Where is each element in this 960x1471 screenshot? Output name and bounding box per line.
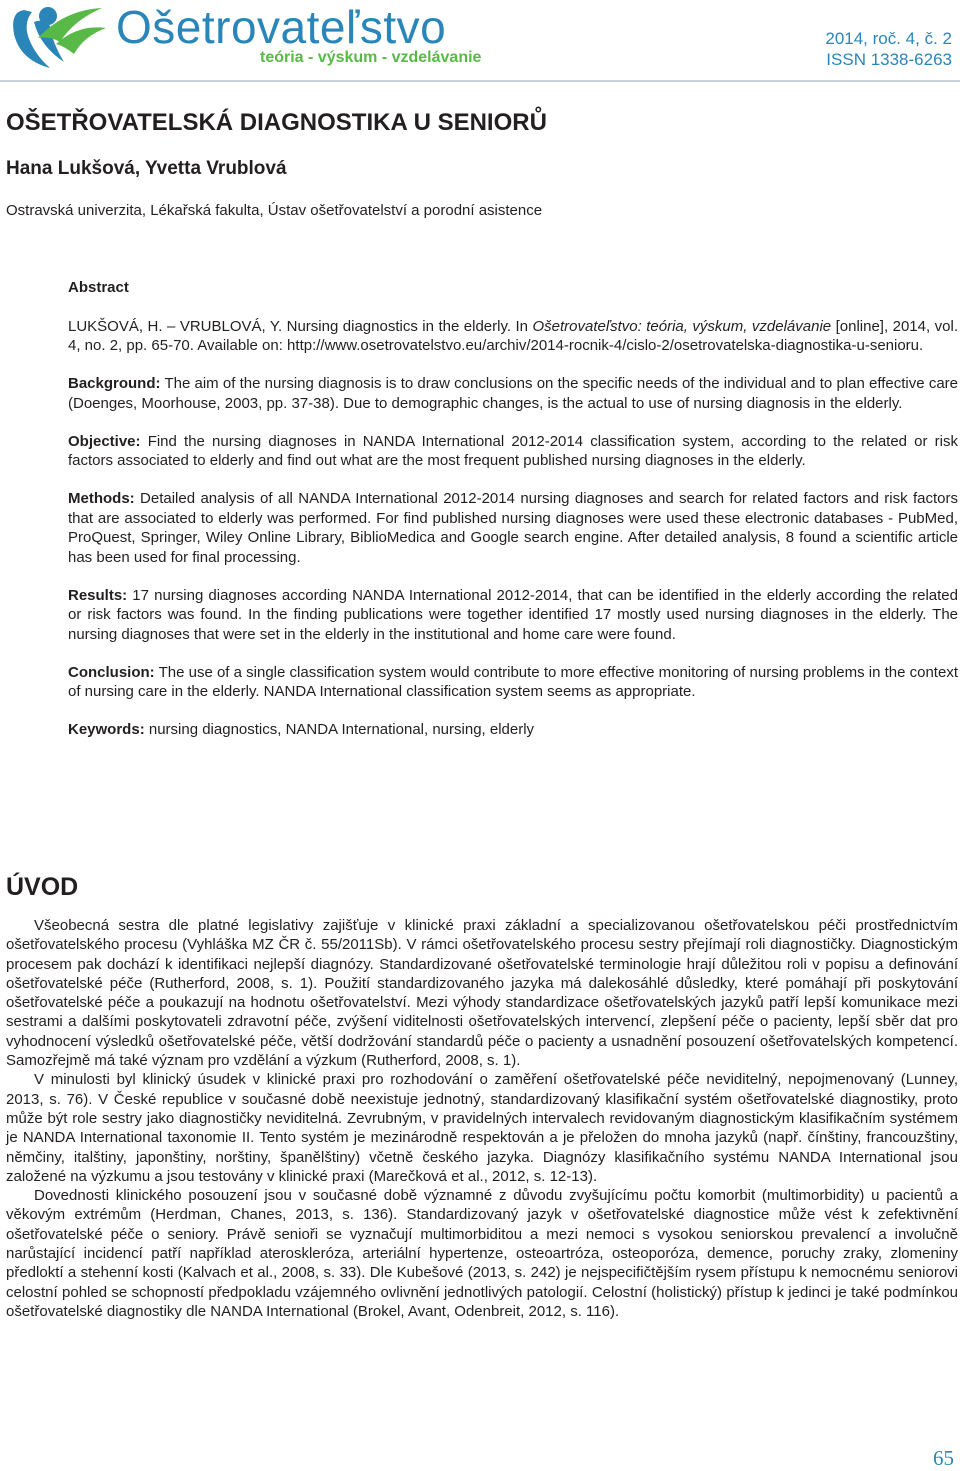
body-paragraph: Všeobecná sestra dle platné legislativy zajišťuje v klinické praxi základní a specializovanou ošetřovatelskou péči prostřednictvím ošetřovatelského procesu (Vyhláška MZ ČR č. 55/2011Sb). V rámci ošetřovatelského procesu sestry přejímají roli diagnostičky. Diagnostickým procesem pak dochází k identifikaci nejlepší diagnózy. Standardizované ošetřovatelské terminologie hrají důležitou roli v popisu a definování ošetřovatelské péče (Rutherford, 2008, s. 1). Použití standardizovaného jazyka má dalekosáhlé důsledky, které pomáhají při poskytování ošetřovatelské péče a poukazují na hodnotu ošetřovatelství. Mezi výhody standardizace ošetřovatelských jazyků patří lepší komunikace mezi sestrami a dalšími poskytovateli zdravotní péče, zvýšení viditelnosti ošetřovatelských intervencí, zlepšení péče o pacienty, lepší sběr dat pro vyhodnocení výsledků ošetřovatelské péče, větší dodržování standardů péče o pacienty a usnadnění posouzení ošetřovatelských kompetencí. Samozřejmě má také význam pro vzdělání a výzkum (Rutherford, 2008, s. 1). — [6, 917, 958, 1070]
issue-number: 2014, roč. 4, č. 2 — [825, 29, 952, 48]
conclusion-label: Conclusion: — [68, 663, 155, 681]
abstract-keywords — [68, 720, 958, 740]
results-text: 17 nursing diagnoses according NANDA International 2012-2014, that can be identified in the elderly according the related or risk factors was found. In the finding publications were together identified 17 mostly used nursing diagnoses in the elderly. The nursing diagnoses that were set in the elderly in the institutional and home care were found. — [68, 586, 958, 643]
citation-text: LUKŠOVÁ, H. – VRUBLOVÁ, Y. Nursing diagnostics in the elderly. In — [68, 317, 533, 335]
citation-details: [online], 2014, vol. 4, no. 2, pp. 65-70. Available on: http://www.osetrovatelstvo.eu/archiv/2014-rocnik-4/cislo-2/osetrovatelska-diagnostika-u-senioru. — [68, 317, 958, 354]
body-paragraph: Dovednosti klinického posouzení jsou v současné době významné z důvodu zvyšujícímu počtu komorbit (multimorbidity) u pacientů a věkovým extrémům (Herdman, Chanes, 2013, s. 136). Standardizovaný jazyk v ošetřovatelské diagnostice může vést k zefektivnění ošetřovatelské péče o seniory. Právě senioři se vyznačují multimorbiditou a mezi nemoci s vysokou seniorskou prevalencí a involučně narůstající incidencí patří například ateroskleróza, arteriální hypertenze, osteoartróza, osteoporóza, demence, poruchy zraky, zlomeniny předloktí a stehenní kosti (Kalvach et al., 2008, s. 33). Dle Kubešové (2013, s. 242) je nejspecifičtějším rysem přístupu k nemocnému seniorovi celostní pohled se schopností předpokladu vzájemného ovlivnění jednotlivých patologií. Celostní (holistický) přístup k jedinci je také podmínkou ošetřovatelské diagnostiky dle NANDA International (Brokel, Avant, Odenbreit, 2012, s. 116). — [6, 1187, 958, 1320]
abstract-citation — [68, 317, 958, 356]
journal-title: Ošetrovateľstvo — [116, 1, 447, 53]
abstract-heading: Abstract — [68, 279, 129, 296]
keywords-text: nursing diagnostics, NANDA International, nursing, elderly — [144, 721, 535, 738]
page-number: 65 — [933, 1446, 954, 1470]
abstract-methods — [68, 489, 958, 567]
issn: ISSN 1338-6263 — [826, 50, 952, 69]
abstract-objective — [68, 432, 958, 471]
article-affiliation: Ostravská univerzita, Lékařská fakulta, Ústav ošetřovatelství a porodní asistence — [6, 202, 543, 219]
issue-info — [825, 28, 952, 70]
body-paragraph: V minulosti byl klinický úsudek v klinické praxi pro rozhodování o zaměření ošetřovatelské péče neviditelný, nepojmenovaný (Lunney, 2013, s. 76). V České republice v současné době neexistuje jednotný, standardizovaný klasifikační systém ošetřovatelské diagnostiky, proto může být role sestry jako diagnostičky neviditelná. Zevrubným, v pravidelných intervalech revidovaným diagnostickým klasifikačním systémem je NANDA International taxonomie II. Tento systém je mezinárodně respektován a je přeložen do mnoha jazyků (např. čínštiny, francouzštiny, němčiny, italštiny, japonštiny, norštiny, španělštiny) včetně českého jazyka. Diagnózy klasifikačního systému NANDA International jsou založené na výzkumu a jsou testovány v klinické praxi (Marečková et al., 2012, s. 12-13). — [6, 1071, 958, 1185]
results-label: Results: — [68, 586, 128, 604]
methods-text: Detailed analysis of all NANDA International 2012-2014 nursing diagnoses and search for related factors and risk factors that are associated to elderly was performed. For find published nursing diagnoses were used these electronic databases - PubMed, ProQuest, Springer, Wiley Online Library, BiblioMedica and Google search engine. After detailed analysis, 8 found a scientific article has been used for final processing. — [68, 490, 958, 566]
article-title: OŠETŘOVATELSKÁ DIAGNOSTIKA U SENIORŮ — [6, 109, 547, 136]
abstract-background — [68, 374, 958, 413]
journal-logo-icon — [4, 2, 116, 78]
header-divider — [0, 80, 960, 82]
methods-label: Methods: — [68, 490, 135, 507]
background-text: The aim of the nursing diagnosis is to draw conclusions on the specific needs of the individual and to plan effective care (Doenges, Moorhouse, 2003, pp. 37-38). Due to demographic changes, is the actual to use of nursing diagnosis in the elderly. — [68, 375, 958, 412]
journal-header — [0, 0, 960, 80]
background-label: Background: — [68, 375, 161, 392]
abstract-conclusion — [68, 663, 958, 702]
conclusion-text: The use of a single classification system would contribute to more effective monitoring of nursing problems in the context of nursing care in the elderly. NANDA International classification system seems as appropriate. — [68, 663, 958, 700]
citation-journal: Ošetrovateľstvo: teória, výskum, vzdelávanie — [532, 317, 832, 335]
objective-text: Find the nursing diagnoses in NANDA International 2012-2014 classification system, according to the related or risk factors associated to elderly and find out what are the most frequent published nursing diagnoses in the elderly. — [68, 432, 958, 469]
keywords-label: Keywords: — [68, 721, 145, 738]
section-body-uvod — [6, 916, 958, 1321]
journal-tagline: teória - výskum - vzdelávanie — [260, 49, 482, 66]
abstract-results — [68, 586, 958, 645]
article-authors: Hana Lukšová, Yvetta Vrublová — [6, 158, 287, 179]
abstract-section — [68, 278, 958, 758]
section-heading-uvod: ÚVOD — [6, 873, 79, 901]
objective-label: Objective: — [68, 432, 141, 450]
